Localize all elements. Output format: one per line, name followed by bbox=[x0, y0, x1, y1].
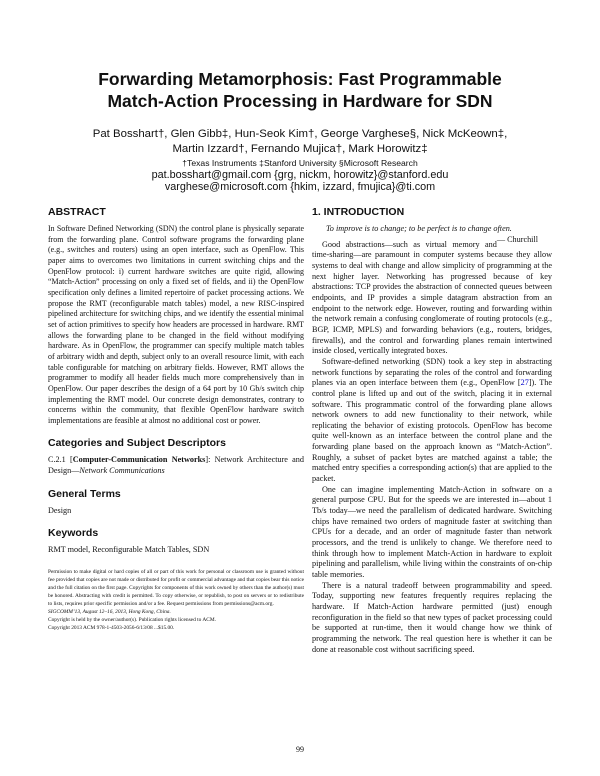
authors-line-2: Martin Izzard†, Fernando Mujica†, Mark Horowitz‡ bbox=[172, 143, 428, 155]
epigraph-text: To improve is to change; to be perfect is to change often. bbox=[326, 224, 512, 233]
general-terms-heading: General Terms bbox=[48, 487, 121, 500]
categories-code: C.2.1 [ bbox=[48, 455, 73, 465]
epigraph-author: — Churchill bbox=[496, 234, 538, 244]
introduction-heading: 1. INTRODUCTION bbox=[312, 206, 405, 218]
abstract-text: In Software Defined Networking (SDN) the control plane is physically separate from the forwarding plane. Control software programs the forwarding plane (e.g., switches and routers) using an open interface, such as OpenFlow. This paper aims to overcomes two limitations in current switching chips and the OpenFlow protocol: i) current hardware switches are quite rigid, allowing “Match-Action” processing on only a fixed set of fields, and ii) the OpenFlow specification only defines a limited repertoire of packet processing actions. We propose the RMT (reconfigurable match tables) model, a new RISC-inspired pipelined architecture for switching chips, and we identify the essential minimal set of action primitives to specify how headers are processed in hardware. RMT allows the forwarding plane to be changed in the field without modifying hardware. As in OpenFlow, the programmer can specify multiple match tables of arbitrary width and depth, subject only to an overall resource limit, with each table configurable for matching on arbitrary fields. However, RMT allows the programmer to modify all header fields much more comprehensively than in OpenFlow. Our paper describes the design of a 64 port by 10 Gb/s switch chip implementing the RMT model. Our concrete design demonstrates, contrary to concerns within the community, that flexible OpenFlow hardware switch implementations are feasible at almost no additional cost or power. bbox=[48, 224, 304, 425]
categories-rest: ]: Network Architecture and Design— bbox=[48, 455, 304, 476]
keywords-text: RMT model, Reconfigurable Match Tables, SDN bbox=[48, 545, 210, 555]
categories-heading: Categories and Subject Descriptors bbox=[48, 437, 226, 450]
copyright-line: Copyright is held by the owner/author(s). Publication rights licensed to ACM. bbox=[48, 617, 216, 624]
citation-link[interactable]: 27 bbox=[520, 378, 529, 388]
right-column bbox=[312, 206, 552, 655]
authors-line-1: Pat Bosshart†, Glen Gibb‡, Hun-Seok Kim†, George Varghese§, Nick McKeown‡, bbox=[92, 128, 508, 140]
intro-paragraph-2 bbox=[312, 357, 552, 485]
abstract-heading: ABSTRACT bbox=[48, 206, 106, 218]
intro-paragraph-1: Good abstractions—such as virtual memory and time-sharing—are paramount in computer systems because they allow systems to deal with change and allow simplicity of programming at the next higher layer. Networking has progressed because of key abstractions: TCP provides the abstraction of connected queues between endpoints, and IP provides a simple datagram abstraction from an endpoint to the network edge. However, routing and forwarding within the network remain a confusing conglomerate of routing protocols (e.g., BGP, ICMP, MPLS) and forwarding behaviors (e.g., routers, bridges, firewalls), and the control and forwarding planes remain intertwined inside closed, vertically integrated boxes. bbox=[312, 239, 552, 356]
intro-p2-part-b: ]). The control plane is lifted up and out of the switch, placing it in external software. This programmatic control of the forwarding plane allows network owners to add new functionality to their network, while replicating the behavior of existing protocols. OpenFlow has become quite well-known as an interface between the control plane and the forwarding plane based on the approach known as “Match-Action”. Roughly, a subset of packet bytes are matched against a table; the matched entry specifies a corresponding action(s) that are applied to the packet. bbox=[312, 378, 552, 484]
keywords-heading: Keywords bbox=[48, 527, 99, 540]
title-line-1: Forwarding Metamorphosis: Fast Programmable bbox=[98, 69, 502, 89]
intro-paragraph-3: One can imagine implementing Match-Action in software on a general purpose CPU. But for the speeds we are interested in—about 1 Tb/s today—we need the parallelism of dedicated hardware. Switching chips have remained two orders of magnitude faster at switching than CPUs for a decade, and an order of magnitude faster than network processors, and the trend is unlikely to change. We therefore need to think through how to implement Match-Action in hardware to exploit pipelining and parallelism, while living within the constraints of on-chip table memories. bbox=[312, 484, 552, 579]
left-column bbox=[48, 206, 304, 632]
epigraph bbox=[326, 224, 538, 244]
page-number: 99 bbox=[296, 745, 304, 754]
paper-title bbox=[60, 69, 540, 112]
general-terms-text: Design bbox=[48, 505, 72, 515]
acm-line: Copyright 2013 ACM 978-1-4503-2056-6/13/08 ...$15.00. bbox=[48, 625, 175, 632]
permission-text: Permission to make digital or hard copies of all or part of this work for personal or classroom use is granted without fee provided that copies are not made or distributed for profit or commercial advantage and that copies bear this notice and the full citation on the first page. Copyrights for components of this work owned by others than the author(s) must be honored. Abstracting with credit is permitted. To copy otherwise, or republish, to post on servers or to redistribute to lists, requires prior specific permission and/or a fee. Request permissions from permissions@acm.org. bbox=[48, 569, 304, 608]
categories-text bbox=[48, 455, 304, 476]
categories-bold: Computer-Communication Networks bbox=[72, 455, 206, 465]
title-line-2: Match-Action Processing in Hardware for SDN bbox=[107, 90, 493, 111]
categories-italic: Network Communications bbox=[79, 466, 165, 476]
intro-paragraph-4: There is a natural tradeoff between programmability and speed. Today, supporting new features frequently requires replacing the hardware. If Match-Action hardware permitted (just) enough reconfiguration in the field so that new types of packet processing could be supported at run-time, then it would change how we think of programming the network. The real question here is whether it can be done at reasonable cost without sacrificing speed. bbox=[312, 580, 552, 654]
email-line-2: varghese@microsoft.com {hkim, izzard, fmujica}@ti.com bbox=[164, 181, 436, 194]
affiliations: †Texas Instruments ‡Stanford University §Microsoft Research bbox=[182, 158, 418, 168]
copyright-notice bbox=[48, 568, 304, 632]
email-line-1: pat.bosshart@gmail.com {grg, nickm, horowitz}@stanford.edu bbox=[151, 169, 449, 181]
conference-line: SIGCOMM’13, August 12–16, 2013, Hong Kong, China. bbox=[48, 609, 171, 616]
author-block bbox=[40, 127, 560, 194]
intro-p2-part-a: Software-defined networking (SDN) took a key step in abstracting network functions by separating the roles of the control and forwarding planes via an open interface between them (e.g., OpenFlow [ bbox=[312, 356, 552, 388]
